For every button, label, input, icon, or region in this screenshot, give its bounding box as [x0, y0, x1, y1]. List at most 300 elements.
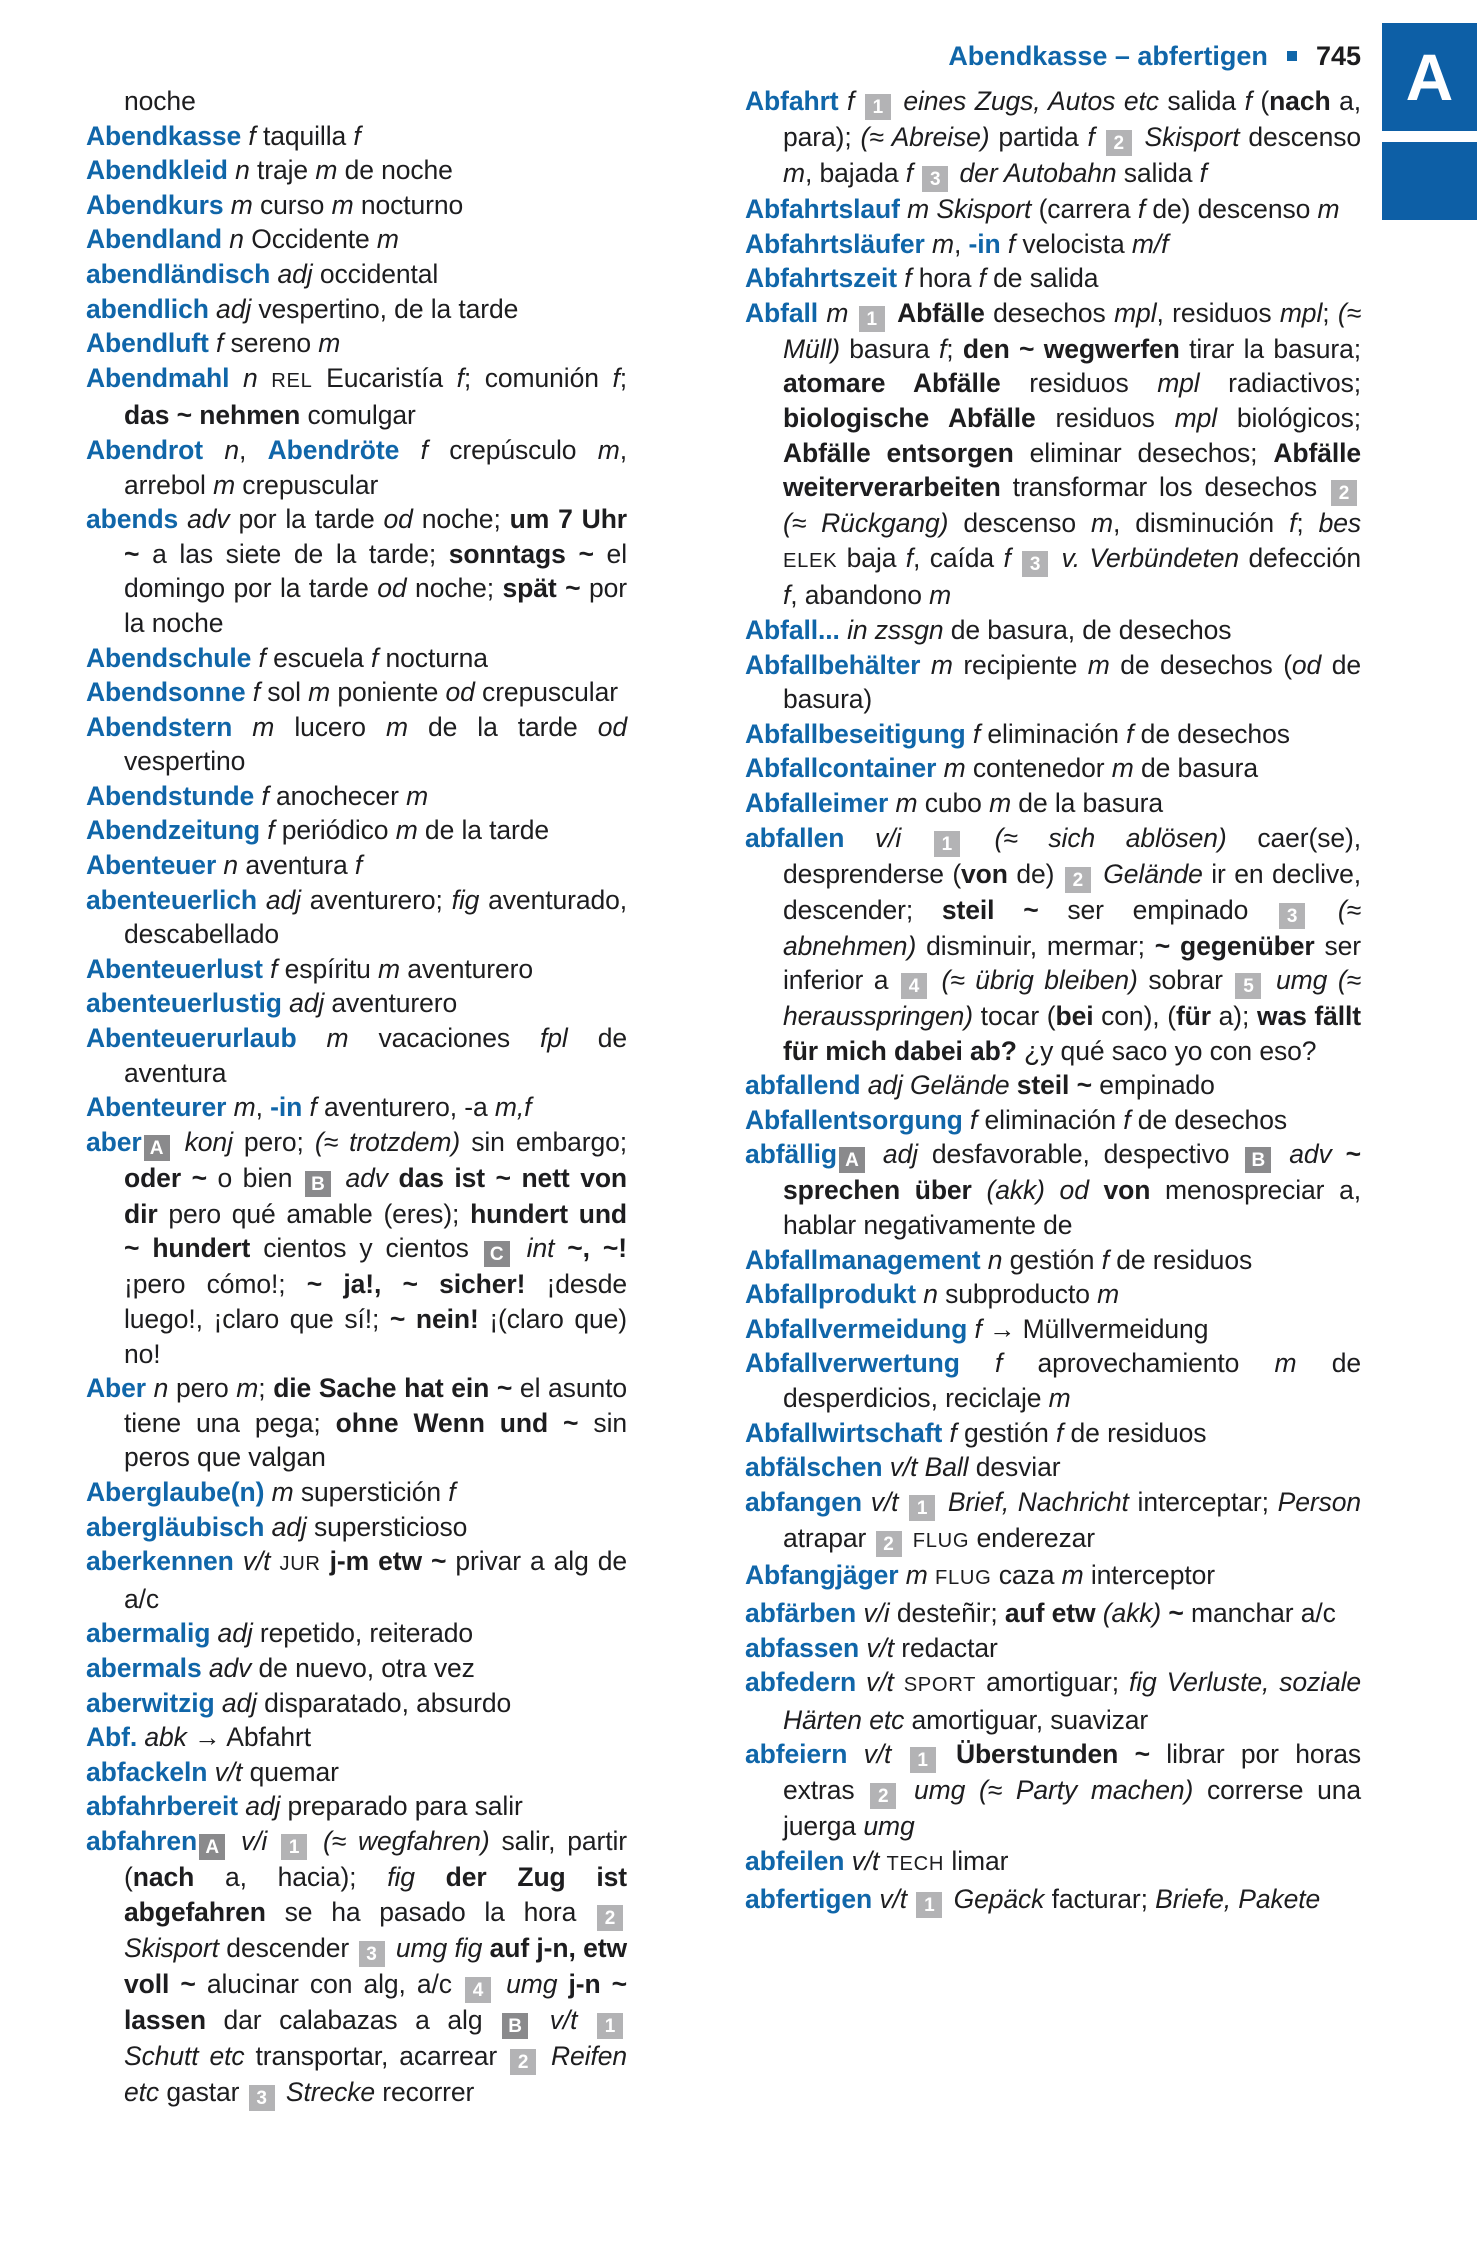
grammar-info: v/t: [862, 1486, 908, 1517]
sense-number-marker: 5: [1235, 973, 1261, 999]
usage-phrase: von: [961, 858, 1008, 889]
grammar-info: umg (≈ herausspringen): [783, 965, 1361, 1032]
translation-text: velocista: [1022, 228, 1132, 259]
headword: Abendluft: [86, 328, 209, 359]
headword: abenteuerlustig: [86, 988, 282, 1019]
headword: -in: [270, 1092, 303, 1123]
headword: abergläubisch: [86, 1511, 265, 1542]
translation-text: descender: [218, 1932, 357, 1963]
translation-text: , arrebol: [124, 434, 628, 500]
grammar-info: n: [216, 850, 246, 881]
headword: Abfallverwertung: [745, 1348, 960, 1379]
translation-text: radiactivos;: [1199, 368, 1361, 399]
dictionary-entry: [745, 786, 1361, 821]
usage-phrase: ~, ~!: [567, 1233, 627, 1264]
grammar-info: adv: [334, 1162, 399, 1193]
headword: Abfall...: [745, 614, 840, 645]
headword: abfärben: [745, 1598, 857, 1628]
translation-text: [906, 1523, 913, 1553]
usage-phrase: hundert und ~ hundert: [124, 1198, 627, 1264]
dictionary-entry: [86, 292, 627, 327]
translation-text: ,: [255, 1092, 271, 1123]
dictionary-entry: [745, 1243, 1361, 1278]
translation-text: facturar;: [1044, 1883, 1156, 1914]
translation-text: pero: [175, 1373, 237, 1404]
translation-text: desteñir;: [896, 1598, 1005, 1628]
headword: Abenteuerlust: [86, 953, 263, 984]
translation-text: ¿y qué saco yo con eso?: [1016, 1035, 1317, 1066]
grammar-info: f: [1101, 1244, 1109, 1275]
translation-text: transportar, acarrear: [244, 2040, 509, 2071]
sense-letter-marker: B: [305, 1171, 331, 1197]
translation-text: anochecer: [276, 780, 407, 811]
translation-text: ir en declive, descender;: [783, 858, 1361, 925]
domain-label: REL: [271, 369, 313, 392]
translation-text: de la tarde: [417, 815, 550, 846]
grammar-info: f: [959, 1348, 1038, 1379]
sense-number-marker: 2: [870, 1783, 896, 1809]
grammar-info: f: [1289, 508, 1297, 539]
grammar-info: m: [232, 711, 295, 742]
grammar-info: m: [1274, 1348, 1297, 1379]
grammar-info: mpl: [1114, 297, 1157, 328]
dictionary-entry: [86, 1651, 627, 1686]
grammar-info: m: [898, 1560, 936, 1591]
translation-text: de la tarde: [407, 711, 598, 742]
translation-text: aventurero: [331, 988, 458, 1019]
usage-phrase: ~ sprechen über: [783, 1139, 1361, 1206]
grammar-info: m: [1048, 1383, 1071, 1414]
translation-text: redactar: [901, 1632, 998, 1663]
usage-phrase: sonntags ~: [448, 538, 594, 569]
translation-text: recorrer: [375, 2076, 475, 2107]
usage-phrase: Abfälle entsorgen: [783, 437, 1014, 468]
grammar-info: f: [1000, 228, 1023, 259]
translation-text: , caída: [913, 542, 1004, 573]
sense-number-marker: 1: [909, 1495, 935, 1521]
dictionary-entry: [745, 296, 1361, 613]
sense-number-marker: 1: [281, 1834, 307, 1860]
translation-text: ¡pero cómo!;: [124, 1269, 307, 1300]
usage-phrase: bei: [1055, 1001, 1094, 1032]
translation-text: empinado: [1091, 1070, 1215, 1101]
translation-text: gestión: [1009, 1244, 1102, 1275]
usage-phrase: für: [1175, 1001, 1211, 1032]
grammar-info: umg (≈ Party machen): [900, 1775, 1194, 1806]
sense-number-marker: 3: [1279, 903, 1305, 929]
grammar-info: f: [1123, 1104, 1131, 1135]
grammar-info: v/t: [872, 1883, 915, 1914]
grammar-info: adj Gelände: [860, 1070, 1017, 1101]
grammar-info: (≈ Müll): [783, 297, 1362, 364]
grammar-info: Skisport: [124, 1932, 219, 1963]
grammar-info: v/t: [207, 1756, 250, 1787]
grammar-info: f: [251, 642, 274, 673]
domain-label: FLUG: [912, 1529, 970, 1552]
grammar-info: f: [896, 263, 919, 294]
dictionary-entry: [86, 1475, 627, 1510]
translation-text: privar a alg de a/c: [124, 1546, 627, 1614]
grammar-info: m: [1111, 753, 1134, 784]
usage-phrase: die Sache hat ein ~: [273, 1373, 513, 1404]
dictionary-entry: [86, 641, 627, 676]
dictionary-entry: [86, 1755, 627, 1790]
sense-letter-marker: A: [839, 1147, 865, 1173]
headword: Abendkasse: [86, 120, 242, 151]
translation-text: traje: [257, 155, 316, 186]
headword: abfallen: [745, 822, 845, 853]
grammar-info: f: [259, 815, 282, 846]
usage-phrase: das ~ nehmen: [124, 400, 301, 431]
usage-phrase: atomare Abfälle: [783, 368, 1001, 399]
headword: Abfangjäger: [745, 1560, 899, 1591]
sense-number-marker: 3: [249, 2085, 275, 2111]
grammar-info: od: [377, 573, 407, 604]
grammar-info: (≈ wegfahren): [311, 1825, 490, 1856]
sense-number-marker: 3: [1022, 551, 1048, 577]
dictionary-entry: [745, 613, 1361, 648]
grammar-info: eines Zugs, Autos etc: [894, 86, 1159, 116]
usage-phrase: Abfälle weiterverarbeiten: [783, 437, 1361, 503]
usage-phrase: biologische Abfälle: [783, 402, 1036, 433]
usage-phrase: was fällt für mich dabei ab?: [783, 1001, 1361, 1066]
alphabet-tab[interactable]: A: [1382, 23, 1477, 131]
grammar-info: Gepäck: [946, 1883, 1045, 1914]
grammar-info: m: [378, 953, 401, 984]
dictionary-entry: [86, 779, 627, 814]
translation-text: occidental: [319, 258, 439, 289]
grammar-info: fig Verluste, soziale Härten etc: [783, 1667, 1362, 1735]
dictionary-entry: [745, 1558, 1361, 1596]
headword: abfertigen: [745, 1883, 873, 1914]
dictionary-entry: [745, 1346, 1361, 1415]
translation-text: sin embargo;: [460, 1126, 627, 1157]
headword: abenteuerlich: [86, 884, 258, 915]
translation-text: disparatado, absurdo: [264, 1687, 512, 1718]
headword: Abendland: [86, 224, 223, 255]
dictionary-column-left: [86, 84, 627, 2111]
headword: abendländisch: [86, 258, 271, 289]
translation-text: descenso: [1239, 122, 1361, 152]
headword: Abenteuer: [86, 850, 217, 881]
translation-text: con), (: [1093, 1001, 1176, 1032]
grammar-info: m: [1317, 194, 1340, 224]
grammar-info: f: [448, 1476, 456, 1507]
dictionary-entry: [745, 1416, 1361, 1451]
dictionary-entry: [86, 848, 627, 883]
headword: Abenteurer: [86, 1092, 227, 1123]
headword: aberkennen: [86, 1546, 234, 1577]
grammar-info: Briefe, Pakete: [1155, 1883, 1321, 1914]
translation-text: se ha pasado la hora: [265, 1896, 595, 1927]
grammar-info: (≈ trotzdem): [314, 1126, 461, 1157]
translation-text: ser inferior a: [783, 930, 1362, 996]
sense-number-marker: 1: [910, 1747, 936, 1773]
translation-text: salida: [1116, 158, 1200, 188]
sense-letter-marker: A: [144, 1135, 170, 1161]
grammar-info: fig: [451, 884, 480, 915]
translation-text: a, hacia);: [194, 1861, 388, 1892]
headword: abfeilen: [745, 1845, 845, 1876]
translation-text: caza: [991, 1560, 1062, 1591]
sense-number-marker: 1: [865, 94, 891, 120]
grammar-info: Schutt etc: [124, 2040, 245, 2071]
translation-text: supersticioso: [313, 1511, 468, 1542]
grammar-info: m: [597, 434, 620, 465]
headword: Abfallcontainer: [745, 753, 937, 784]
translation-text: [321, 1546, 330, 1576]
grammar-info: f: [399, 434, 450, 465]
grammar-info: f: [456, 362, 464, 393]
translation-text: periódico: [281, 815, 396, 846]
headword: abermalig: [86, 1618, 211, 1649]
dictionary-entry: [86, 986, 627, 1021]
headword: Abendstunde: [86, 780, 255, 811]
grammar-info: f: [962, 1104, 985, 1135]
grammar-info: v/t: [847, 1739, 908, 1770]
translation-text: enderezar: [969, 1522, 1095, 1553]
grammar-info: der Autobahn: [952, 158, 1117, 188]
translation-text: ,: [953, 228, 969, 259]
grammar-info: Skisport: [1135, 122, 1240, 152]
grammar-info: v/i: [856, 1598, 897, 1628]
grammar-info: f: [783, 580, 791, 611]
headword: abfackeln: [86, 1756, 208, 1787]
sense-number-marker: 1: [859, 306, 885, 332]
translation-text: → Abfahrt: [194, 1722, 312, 1753]
headword: Abendsonne: [86, 677, 246, 708]
headword: Abfahrtsläufer: [745, 228, 925, 259]
translation-text: crepúsculo: [449, 434, 598, 465]
translation-text: de la basura: [1011, 787, 1163, 818]
translation-text: interceptar;: [1128, 1486, 1278, 1517]
translation-text: defección: [1239, 542, 1362, 573]
translation-text: [415, 1862, 446, 1892]
headword: -in: [968, 228, 1001, 259]
grammar-info: m: [406, 780, 429, 811]
dictionary-entry: [86, 257, 627, 292]
grammar-info: (≈ Abreise): [860, 122, 990, 152]
usage-phrase: der Zug ist abgefahren: [124, 1861, 628, 1927]
translation-text: hora: [918, 263, 979, 294]
headword: Abendschule: [86, 642, 252, 673]
sense-letter-marker: B: [502, 2013, 528, 2039]
headword: Abendröte: [267, 434, 400, 465]
grammar-info: od: [383, 504, 413, 535]
headword: abends: [86, 504, 179, 535]
grammar-info: f: [905, 542, 914, 573]
dictionary-entry: [86, 361, 627, 433]
headword: Aber: [86, 1373, 146, 1404]
headword: abfangen: [745, 1486, 862, 1517]
grammar-info: m: [395, 815, 418, 846]
translation-text: aventurero: [400, 953, 533, 984]
translation-text: curso: [260, 189, 332, 220]
translation-text: pero qué amable (eres);: [157, 1198, 471, 1229]
dictionary-entry: [745, 84, 1361, 192]
translation-text: de residuos: [1108, 1244, 1253, 1275]
sense-number-marker: 4: [901, 973, 927, 999]
domain-label: SPORT: [903, 1674, 977, 1697]
sense-letter-marker: A: [199, 1834, 225, 1860]
translation-text: de desperdicios, reciclaje: [783, 1348, 1361, 1414]
translation-text: Occidente: [251, 224, 377, 255]
usage-phrase: nach: [1269, 86, 1331, 116]
dictionary-entry: [86, 675, 627, 710]
translation-text: contenedor: [972, 753, 1112, 784]
header-entry-range: Abendkasse – abfertigen: [948, 40, 1268, 71]
grammar-info: v/i: [229, 1825, 280, 1856]
translation-text: ser empinado: [1038, 894, 1278, 925]
headword: abfedern: [745, 1667, 857, 1698]
headword: Abfallbehälter: [745, 649, 921, 680]
translation-text: correrse una juerga: [783, 1775, 1361, 1842]
translation-text: lucero: [294, 711, 386, 742]
grammar-info: mpl: [1157, 368, 1200, 399]
translation-text: , bajada: [804, 158, 906, 188]
grammar-info: adj: [237, 1791, 288, 1822]
translation-text: ;: [619, 362, 628, 393]
translation-text: salir, partir (: [124, 1825, 627, 1892]
translation-text: pero;: [243, 1126, 315, 1157]
grammar-info: f: [978, 263, 986, 294]
headword: Aberglaube(n): [86, 1476, 265, 1507]
translation-text: de residuos: [1063, 1417, 1207, 1448]
grammar-info: f: [905, 158, 914, 188]
usage-phrase: auf j-n, etw voll ~: [124, 1932, 627, 1999]
translation-text: el domingo por la tarde: [124, 538, 627, 604]
grammar-info: m: [308, 677, 331, 708]
translation-text: o bien: [206, 1162, 303, 1193]
dictionary-entry: [745, 1844, 1361, 1882]
grammar-info: n: [145, 1373, 176, 1404]
sense-number-marker: 1: [597, 2013, 623, 2039]
sense-number-marker: 1: [934, 831, 960, 857]
translation-text: de desechos: [1133, 718, 1290, 749]
grammar-info: v/i: [844, 822, 932, 853]
headword: Abfallprodukt: [745, 1279, 916, 1310]
dictionary-entry: [86, 1616, 627, 1651]
grammar-info: Strecke: [278, 2076, 376, 2107]
grammar-info: m: [226, 1092, 256, 1123]
dictionary-entry: [745, 261, 1361, 296]
headword: Abendkurs: [86, 189, 224, 220]
sense-letter-marker: B: [1245, 1147, 1271, 1173]
domain-label: TECH: [886, 1852, 945, 1875]
usage-phrase: ~ ja!, ~ sicher!: [306, 1269, 526, 1300]
translation-text: descenso: [948, 508, 1092, 539]
translation-text: amortiguar;: [976, 1667, 1129, 1698]
translation-text: de basura): [783, 649, 1361, 715]
grammar-info: mpl: [1279, 297, 1323, 328]
translation-text: de basura, de desechos: [950, 614, 1232, 645]
dictionary-entry: [86, 1720, 627, 1755]
grammar-info: v/t: [856, 1667, 904, 1698]
grammar-info: od: [597, 711, 628, 742]
domain-label: JUR: [279, 1553, 321, 1576]
dictionary-entry: [745, 1312, 1361, 1347]
translation-text: aventurero, -a: [324, 1092, 495, 1123]
grammar-info: fig: [387, 1861, 415, 1892]
grammar-info: m: [936, 753, 973, 784]
usage-phrase: ohne Wenn und ~: [335, 1407, 579, 1438]
translation-text: [889, 298, 897, 328]
headword: abfassen: [745, 1632, 860, 1663]
headword: Abfalleimer: [745, 787, 889, 818]
sense-number-marker: 4: [465, 1977, 491, 2003]
grammar-info: n: [227, 155, 257, 186]
grammar-info: m: [318, 328, 341, 359]
translation-text: de) descenso: [1145, 194, 1318, 224]
translation-text: ¡desde luego!, ¡claro que sí!;: [124, 1269, 627, 1334]
translation-text: (carrera: [1038, 194, 1138, 224]
grammar-info: f: [354, 850, 363, 881]
sense-number-marker: 3: [922, 166, 948, 192]
translation-text: alucinar con alg, a/c: [195, 1968, 464, 1999]
headword: abfahren: [86, 1825, 198, 1856]
dictionary-entry: [86, 813, 627, 848]
headword: Abenteuerurlaub: [86, 1023, 297, 1054]
headword: Abfahrt: [745, 86, 839, 116]
translation-text: nocturna: [378, 642, 488, 673]
grammar-info: m,f: [494, 1092, 532, 1123]
grammar-info: m: [376, 224, 399, 255]
grammar-info: n: [229, 362, 272, 393]
translation-text: disminuir, mermar;: [916, 930, 1155, 961]
translation-text: ,: [238, 434, 268, 465]
domain-label: FLUG: [935, 1567, 992, 1590]
grammar-info: f: [208, 328, 231, 359]
translation-text: ;: [1322, 297, 1338, 328]
translation-text: residuos: [1000, 368, 1158, 399]
translation-text: vacaciones: [378, 1023, 541, 1054]
translation-text: sobrar: [1137, 965, 1234, 996]
dictionary-entry: [86, 952, 627, 987]
translation-text: por la tarde: [238, 504, 384, 535]
grammar-info: m/f: [1131, 228, 1169, 259]
headword: Abfallentsorgung: [745, 1104, 963, 1135]
headword: Abfallbeseitigung: [745, 718, 966, 749]
translation-text: , abandono: [790, 580, 930, 611]
grammar-info: m: [888, 787, 925, 818]
grammar-info: m: [385, 711, 408, 742]
translation-text: caer(se), desprenderse (: [783, 822, 1361, 889]
grammar-info: in zssgn: [839, 614, 951, 645]
dictionary-entry: [86, 433, 627, 502]
headword: Abfallwirtschaft: [745, 1417, 943, 1448]
translation-text: subproducto: [945, 1279, 1098, 1310]
translation-text: gestión: [963, 1417, 1056, 1448]
usage-phrase: um 7 Uhr ~: [124, 504, 628, 569]
grammar-info: m: [920, 649, 964, 680]
grammar-info: f: [965, 718, 988, 749]
translation-text: eliminar desechos;: [1013, 437, 1274, 468]
translation-text: de desechos (: [1109, 649, 1292, 680]
grammar-info: f: [1137, 194, 1146, 224]
translation-text: basura: [839, 333, 940, 364]
dictionary-entry: [745, 1277, 1361, 1312]
sense-letter-marker: C: [484, 1241, 510, 1267]
dictionary-entry: [86, 1125, 627, 1371]
dictionary-entry: [86, 119, 627, 154]
translation-text: por la noche: [124, 573, 627, 638]
grammar-info: od: [1291, 649, 1322, 680]
dictionary-entry: [745, 717, 1361, 752]
grammar-info: v/t: [233, 1546, 280, 1577]
grammar-info: m: [1087, 649, 1110, 680]
grammar-info: v. Verbündeten: [1052, 542, 1240, 573]
grammar-info: adj: [270, 258, 320, 289]
